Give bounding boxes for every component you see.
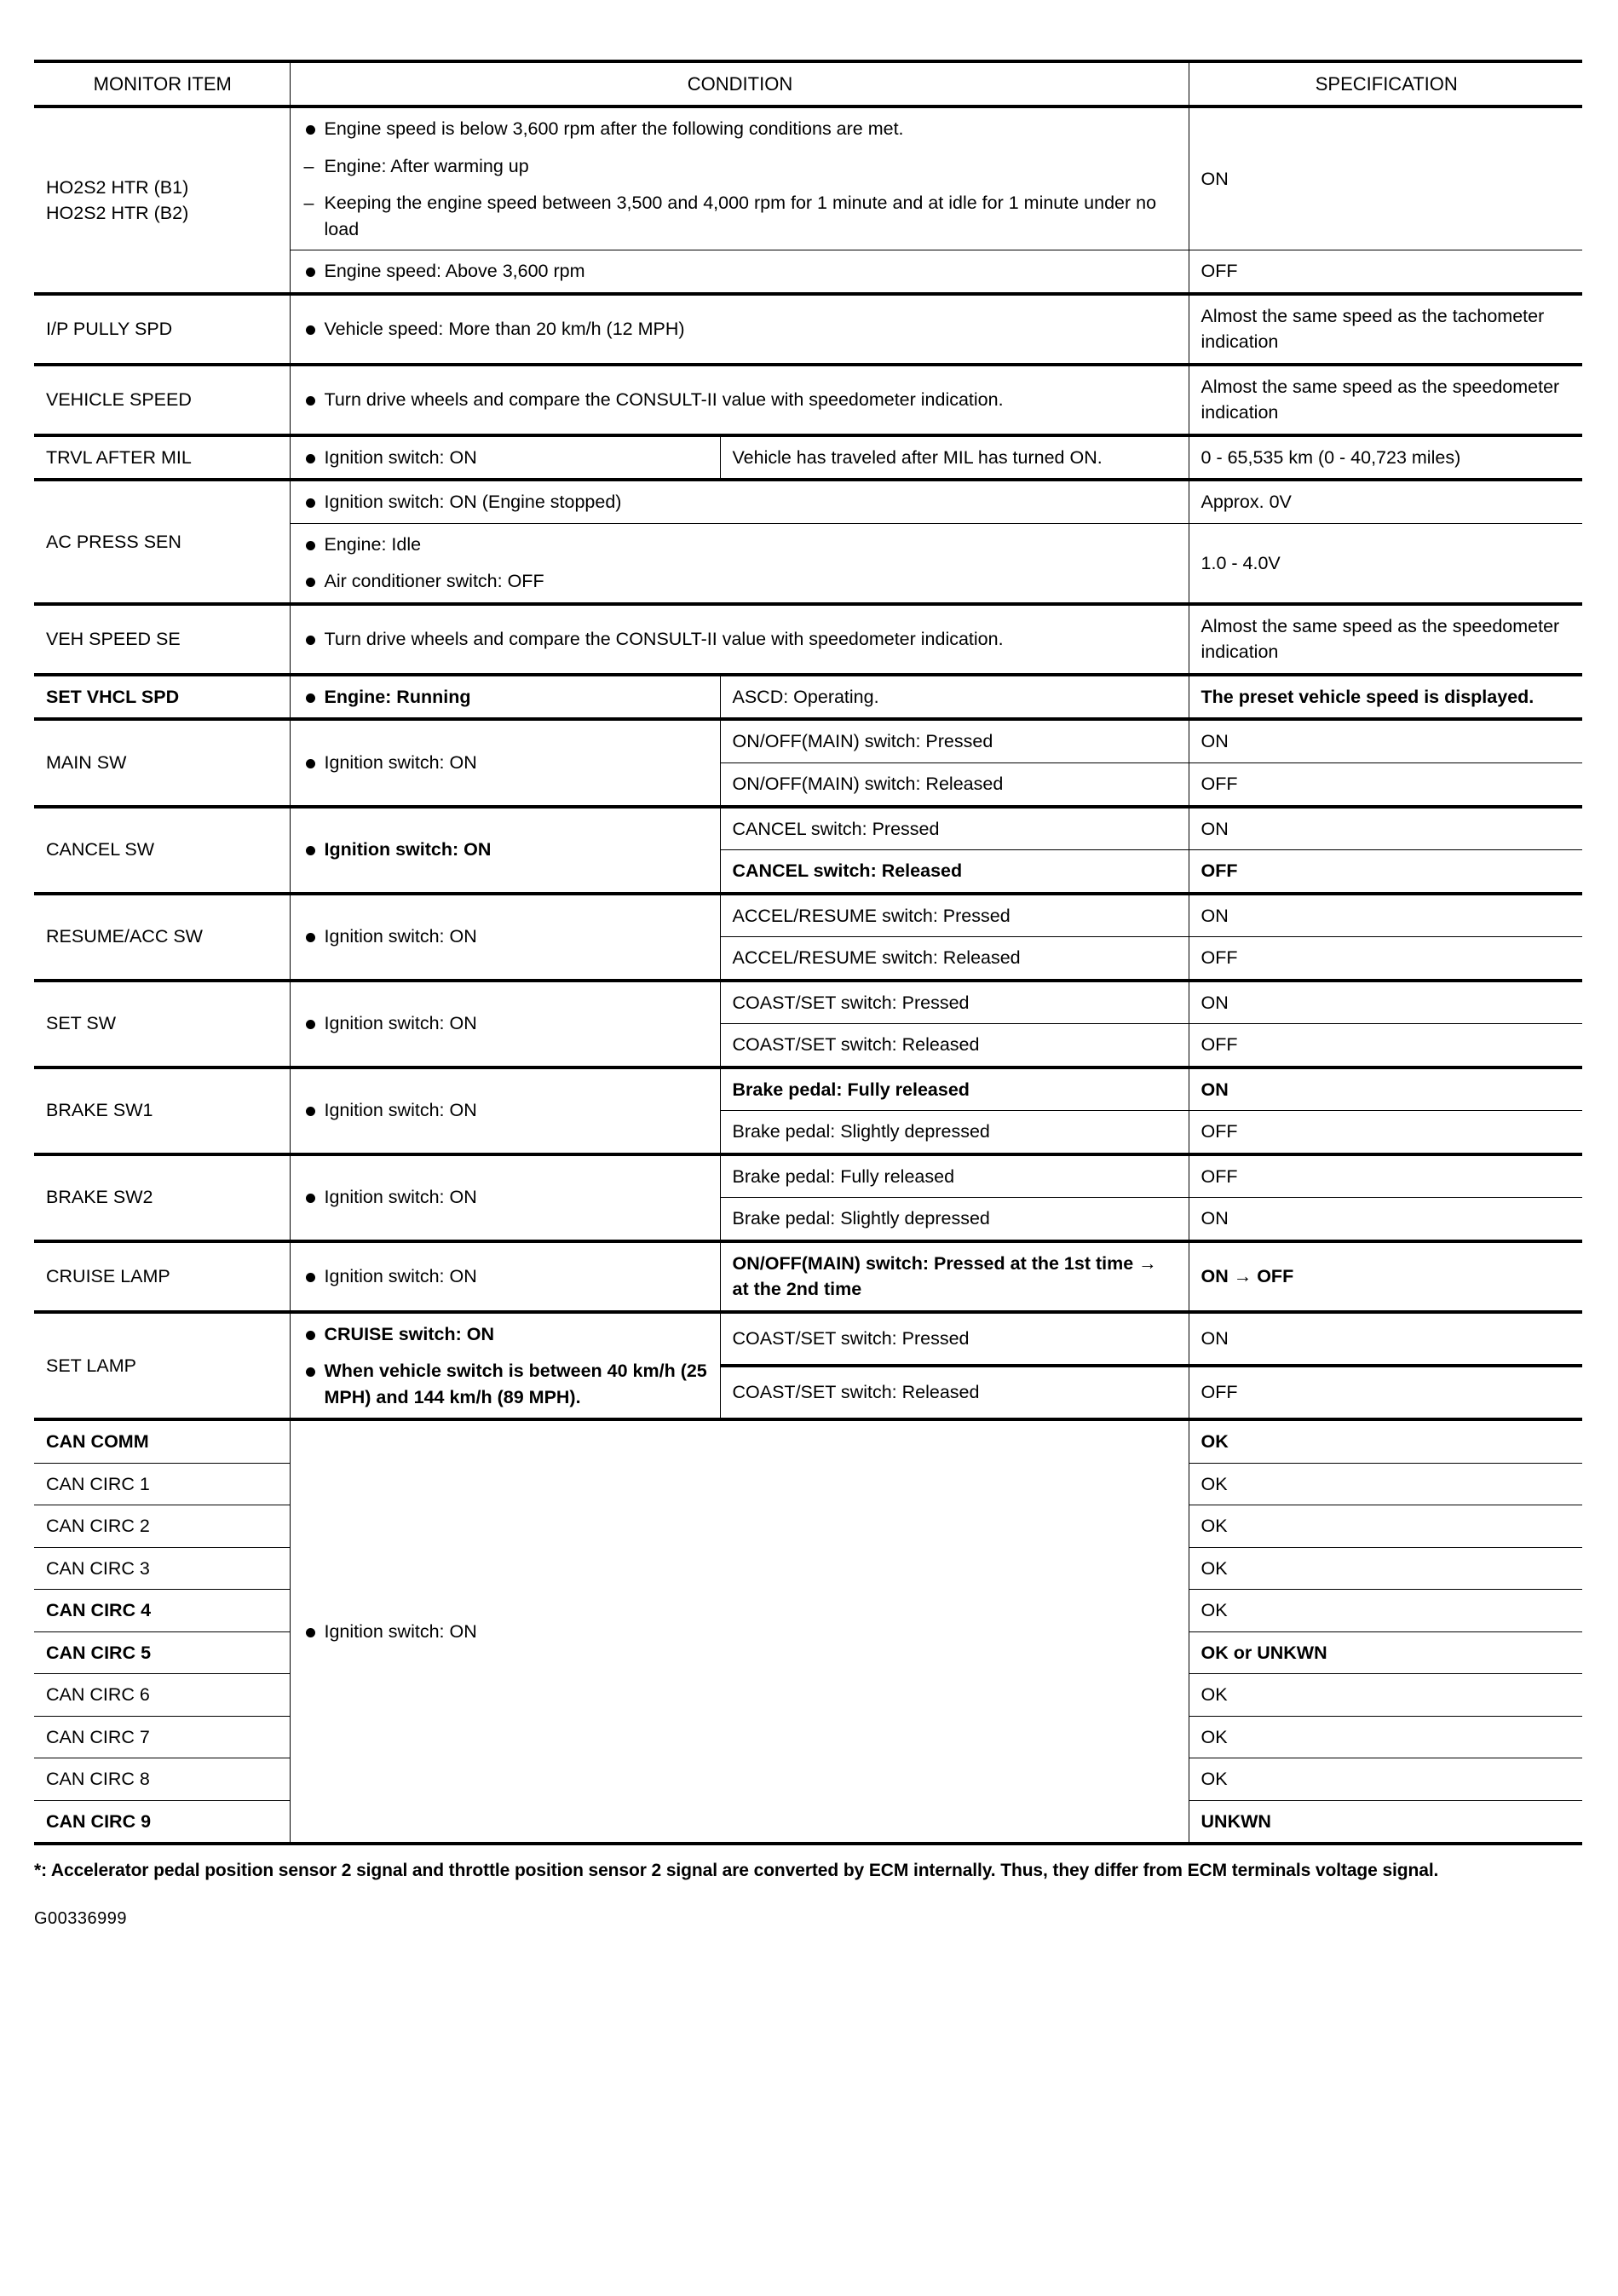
table-row xyxy=(34,719,1582,762)
condition-detail-cell: CANCEL switch: Released xyxy=(720,850,1189,894)
condition-bullet: Ignition switch: ON (Engine stopped) xyxy=(302,489,1178,515)
monitor-item-ip-pully-spd: I/P PULLY SPD xyxy=(34,294,290,365)
condition-cell xyxy=(290,1241,720,1312)
condition-detail-cell: COAST/SET switch: Released xyxy=(720,1024,1189,1067)
specification-cell: OK xyxy=(1189,1505,1582,1548)
monitor-item-can-comm: CAN COMM xyxy=(34,1419,290,1463)
column-header-specification: SPECIFICATION xyxy=(1189,61,1582,106)
condition-bullet: Ignition switch: ON xyxy=(302,924,710,950)
specification-cell: ON xyxy=(1189,719,1582,762)
condition-cell xyxy=(290,1154,720,1241)
monitor-item-brake-sw2: BRAKE SW2 xyxy=(34,1154,290,1241)
specification-cell: Approx. 0V xyxy=(1189,480,1582,523)
condition-cell xyxy=(290,894,720,981)
condition-detail-cell: COAST/SET switch: Pressed xyxy=(720,981,1189,1024)
condition-dash-item: – Engine: After warming up xyxy=(302,153,1178,180)
monitor-item-can-circ-7: CAN CIRC 7 xyxy=(34,1716,290,1758)
specification-cell: OFF xyxy=(1189,850,1582,894)
condition-detail-cell: CANCEL switch: Pressed xyxy=(720,807,1189,850)
specification-cell: OFF xyxy=(1189,250,1582,294)
condition-cell xyxy=(290,604,1189,675)
condition-bullet: Ignition switch: ON xyxy=(302,1263,710,1290)
condition-detail-cell: COAST/SET switch: Pressed xyxy=(720,1312,1189,1366)
table-row xyxy=(34,1067,1582,1111)
specification-cell: ON xyxy=(1189,807,1582,850)
condition-detail-cell: ACCEL/RESUME switch: Released xyxy=(720,937,1189,981)
table-header-row xyxy=(34,61,1582,106)
monitor-item-veh-speed-se: VEH SPEED SE xyxy=(34,604,290,675)
column-header-condition: CONDITION xyxy=(290,61,1189,106)
column-header-monitor-item: MONITOR ITEM xyxy=(34,61,290,106)
specification-cell: OK xyxy=(1189,1716,1582,1758)
table-row xyxy=(34,604,1582,675)
table-row xyxy=(34,675,1582,720)
table-row xyxy=(34,894,1582,937)
table-header xyxy=(34,61,1582,106)
condition-bullet: Vehicle speed: More than 20 km/h (12 MPH) xyxy=(302,316,1178,342)
condition-cell xyxy=(290,1067,720,1154)
monitor-item-can-circ-8: CAN CIRC 8 xyxy=(34,1758,290,1801)
condition-detail-cell: ON/OFF(MAIN) switch: Released xyxy=(720,763,1189,807)
monitor-item-set-vhcl-spd xyxy=(34,675,290,720)
table-row xyxy=(34,807,1582,850)
specification-cell: ON xyxy=(1189,106,1582,250)
condition-cell xyxy=(290,1312,720,1420)
condition-cell xyxy=(290,435,720,480)
condition-detail-cell: Vehicle has traveled after MIL has turned ON. xyxy=(720,435,1189,480)
monitor-item-can-circ-5: CAN CIRC 5 xyxy=(34,1631,290,1674)
condition-bullet: Air conditioner switch: OFF xyxy=(302,568,1178,595)
table-row xyxy=(34,480,1582,523)
specification-cell: 0 - 65,535 km (0 - 40,723 miles) xyxy=(1189,435,1582,480)
condition-detail-cell: Brake pedal: Slightly depressed xyxy=(720,1198,1189,1241)
condition-bullet: Engine: Running xyxy=(302,684,710,711)
monitor-item-main-sw: MAIN SW xyxy=(34,719,290,806)
condition-cell xyxy=(290,294,1189,365)
condition-bullet: Turn drive wheels and compare the CONSULT-II value with speedometer indication. xyxy=(302,626,1178,653)
condition-bullet: CRUISE switch: ON xyxy=(302,1321,710,1348)
condition-bullet: Ignition switch: ON xyxy=(302,750,710,776)
monitor-item-set-sw: SET SW xyxy=(34,981,290,1067)
table-row xyxy=(34,365,1582,435)
condition-bullet: Ignition switch: ON xyxy=(302,1619,1178,1645)
specification-cell: ON xyxy=(1189,1198,1582,1241)
condition-detail-cell: ACCEL/RESUME switch: Pressed xyxy=(720,894,1189,937)
monitor-item-vehicle-speed: VEHICLE SPEED xyxy=(34,365,290,435)
table-row xyxy=(34,1419,1582,1463)
monitor-item-trvl-after-mil: TRVL AFTER MIL xyxy=(34,435,290,480)
monitor-item-label-line2: HO2S2 HTR (B2) xyxy=(46,203,189,224)
document-id: G00336999 xyxy=(34,1908,128,1928)
specification-cell: Almost the same speed as the speedometer indication xyxy=(1189,604,1582,675)
specification-cell: Almost the same speed as the tachometer indication xyxy=(1189,294,1582,365)
specification-cell: OK xyxy=(1189,1674,1582,1717)
table-row xyxy=(34,981,1582,1024)
monitor-item-can-circ-4: CAN CIRC 4 xyxy=(34,1590,290,1632)
specification-cell: OFF xyxy=(1189,1024,1582,1067)
monitor-item-can-circ-1: CAN CIRC 1 xyxy=(34,1463,290,1505)
monitor-item-specification-table xyxy=(34,60,1582,1845)
specification-cell: ON xyxy=(1189,1312,1582,1366)
specification-cell: 1.0 - 4.0V xyxy=(1189,523,1582,604)
specification-cell: OFF xyxy=(1189,763,1582,807)
condition-cell xyxy=(290,523,1189,604)
monitor-item-ho2s2-htr xyxy=(34,106,290,294)
specification-cell: OFF xyxy=(1189,1366,1582,1419)
table-row xyxy=(34,435,1582,480)
specification-cell: ON xyxy=(1189,1067,1582,1111)
specification-cell: OK or UNKWN xyxy=(1189,1631,1582,1674)
condition-bullet: Engine speed is below 3,600 rpm after the following conditions are met. xyxy=(302,116,1178,142)
condition-cell xyxy=(290,675,720,720)
specification-cell: OK xyxy=(1189,1419,1582,1463)
monitor-item-resume-acc-sw: RESUME/ACC SW xyxy=(34,894,290,981)
condition-cell xyxy=(290,250,1189,294)
monitor-item-label: SET VHCL SPD xyxy=(46,686,180,707)
monitor-item-can-circ-3: CAN CIRC 3 xyxy=(34,1547,290,1590)
specification-cell: OK xyxy=(1189,1590,1582,1632)
condition-detail-cell: ASCD: Operating. xyxy=(720,675,1189,720)
condition-detail-cell: ON/OFF(MAIN) switch: Pressed xyxy=(720,719,1189,762)
condition-cell xyxy=(290,807,720,894)
specification-cell: OK xyxy=(1189,1758,1582,1801)
specification-cell: OFF xyxy=(1189,1154,1582,1198)
condition-bullet: Ignition switch: ON xyxy=(302,837,710,863)
specification-cell: Almost the same speed as the speedometer indication xyxy=(1189,365,1582,435)
condition-cell xyxy=(290,106,1189,250)
condition-bullet: When vehicle switch is between 40 km/h (25 MPH) and 144 km/h (89 MPH). xyxy=(302,1358,710,1410)
monitor-item-can-circ-6: CAN CIRC 6 xyxy=(34,1674,290,1717)
condition-bullet: Ignition switch: ON xyxy=(302,1097,710,1124)
monitor-item-cancel-sw: CANCEL SW xyxy=(34,807,290,894)
condition-bullet: Turn drive wheels and compare the CONSULT-II value with speedometer indication. xyxy=(302,387,1178,413)
condition-bullet: Engine speed: Above 3,600 rpm xyxy=(302,258,1178,285)
table-row xyxy=(34,1241,1582,1312)
table-row xyxy=(34,1312,1582,1366)
condition-bullet: Ignition switch: ON xyxy=(302,1010,710,1037)
monitor-item-ac-press-sen: AC PRESS SEN xyxy=(34,480,290,604)
condition-bullet: Ignition switch: ON xyxy=(302,445,710,471)
condition-detail-cell: Brake pedal: Fully released xyxy=(720,1067,1189,1111)
table-row xyxy=(34,1154,1582,1198)
specification-cell: OFF xyxy=(1189,937,1582,981)
monitor-item-set-lamp: SET LAMP xyxy=(34,1312,290,1420)
footnote: *: Accelerator pedal position sensor 2 signal and throttle position sensor 2 signal are converted by ECM internally. Thus, they differ from ECM terminals voltage signal. xyxy=(34,1861,1439,1881)
condition-dash-item: – Keeping the engine speed between 3,500 and 4,000 rpm for 1 minute and at idle for 1 minute under no load xyxy=(302,190,1178,242)
monitor-item-cruise-lamp: CRUISE LAMP xyxy=(34,1241,290,1312)
table-row xyxy=(34,294,1582,365)
condition-cell xyxy=(290,981,720,1067)
condition-detail-cell: ON/OFF(MAIN) switch: Pressed at the 1st time → at the 2nd time xyxy=(720,1241,1189,1312)
monitor-item-brake-sw1: BRAKE SW1 xyxy=(34,1067,290,1154)
specification-cell: UNKWN xyxy=(1189,1800,1582,1844)
specification-cell: OK xyxy=(1189,1463,1582,1505)
specification-cell: OK xyxy=(1189,1547,1582,1590)
specification-cell: The preset vehicle speed is displayed. xyxy=(1189,675,1582,720)
specification-cell: ON → OFF xyxy=(1189,1241,1582,1312)
specification-cell: ON xyxy=(1189,981,1582,1024)
condition-cell xyxy=(290,1419,1189,1844)
monitor-item-can-circ-9: CAN CIRC 9 xyxy=(34,1800,290,1844)
condition-cell xyxy=(290,719,720,806)
specification-cell: OFF xyxy=(1189,1111,1582,1154)
condition-bullet: Ignition switch: ON xyxy=(302,1184,710,1211)
condition-bullet: Engine: Idle xyxy=(302,532,1178,558)
condition-detail-cell: Brake pedal: Slightly depressed xyxy=(720,1111,1189,1154)
specification-cell: ON xyxy=(1189,894,1582,937)
condition-cell xyxy=(290,480,1189,523)
monitor-item-label-line1: HO2S2 HTR (B1) xyxy=(46,176,189,198)
table-row xyxy=(34,106,1582,250)
condition-cell xyxy=(290,365,1189,435)
condition-detail-cell: COAST/SET switch: Released xyxy=(720,1366,1189,1419)
monitor-item-can-circ-2: CAN CIRC 2 xyxy=(34,1505,290,1548)
condition-detail-cell: Brake pedal: Fully released xyxy=(720,1154,1189,1198)
